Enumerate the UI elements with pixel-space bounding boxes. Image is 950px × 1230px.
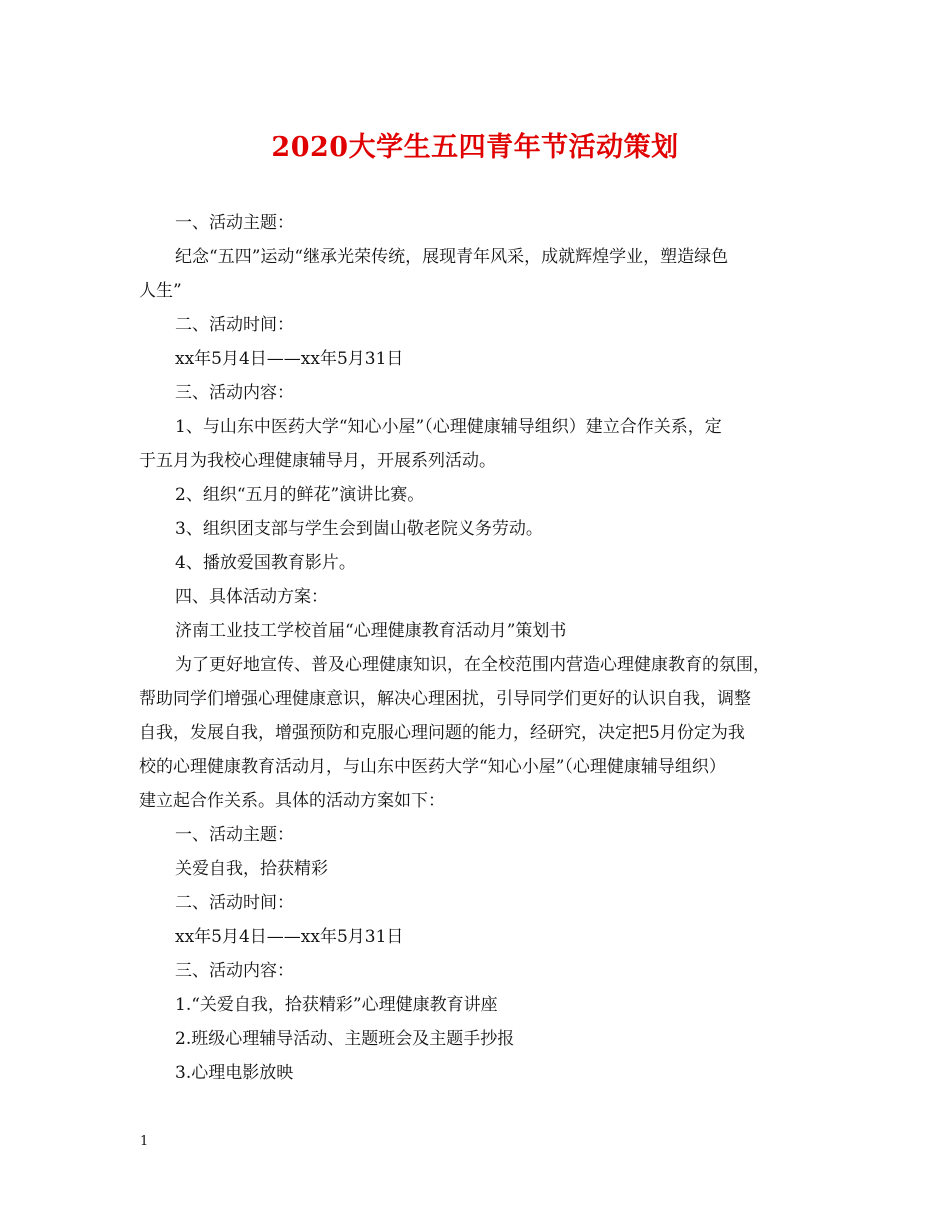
- text-line: 济南工业技工学校首届“心理健康教育活动月”策划书: [175, 621, 567, 641]
- text-line: 纪念“五四”运动“继承光荣传统，展现青年风采，成就辉煌学业，塑造绿色: [175, 247, 729, 267]
- text-line: 帮助同学们增强心理健康意识，解决心理困扰，引导同学们更好的认识自我，调整: [139, 689, 751, 709]
- page-number: 1: [140, 1134, 149, 1149]
- text-line: 二、活动时间：: [175, 893, 294, 913]
- text-line: 2、组织“五月的鲜花”演讲比赛。: [175, 485, 425, 505]
- text-line: 人生”: [139, 281, 182, 301]
- text-line: 4、播放爱国教育影片。: [175, 553, 356, 573]
- text-line: 1.“关爱自我，拾获精彩”心理健康教育讲座: [175, 995, 498, 1015]
- text-line: 3、组织团支部与学生会到崮山敬老院义务劳动。: [175, 519, 543, 539]
- text-line: 3.心理电影放映: [175, 1063, 294, 1083]
- text-line: 关爱自我，拾获精彩: [175, 859, 328, 879]
- text-line: 一、活动主题：: [175, 213, 294, 233]
- text-line: xx年5月4日——xx年5月31日: [175, 927, 404, 947]
- text-line: 三、活动内容：: [175, 383, 294, 403]
- page-title: 2020大学生五四青年节活动策划: [271, 132, 679, 163]
- text-line: 校的心理健康教育活动月，与山东中医药大学“知心小屋”（心理健康辅导组织）: [139, 757, 726, 777]
- text-line: 一、活动主题：: [175, 825, 294, 845]
- text-line: 三、活动内容：: [175, 961, 294, 981]
- text-line: 四、具体活动方案：: [175, 587, 328, 607]
- text-line: xx年5月4日——xx年5月31日: [175, 349, 404, 369]
- text-line: 1、与山东中医药大学“知心小屋”（心理健康辅导组织）建立合作关系，定: [175, 417, 722, 437]
- text-line: 于五月为我校心理健康辅导月，开展系列活动。: [139, 451, 496, 471]
- text-line: 2.班级心理辅导活动、主题班会及主题手抄报: [175, 1029, 515, 1049]
- text-line: 为了更好地宣传、普及心理健康知识，在全校范围内营造心理健康教育的氛围，: [175, 655, 770, 675]
- text-line: 建立起合作关系。具体的活动方案如下：: [139, 791, 445, 811]
- text-line: 二、活动时间：: [175, 315, 294, 335]
- text-line: 自我，发展自我，增强预防和克服心理问题的能力，经研究，决定把5月份定为我: [139, 723, 745, 743]
- document-body: [139, 206, 819, 1090]
